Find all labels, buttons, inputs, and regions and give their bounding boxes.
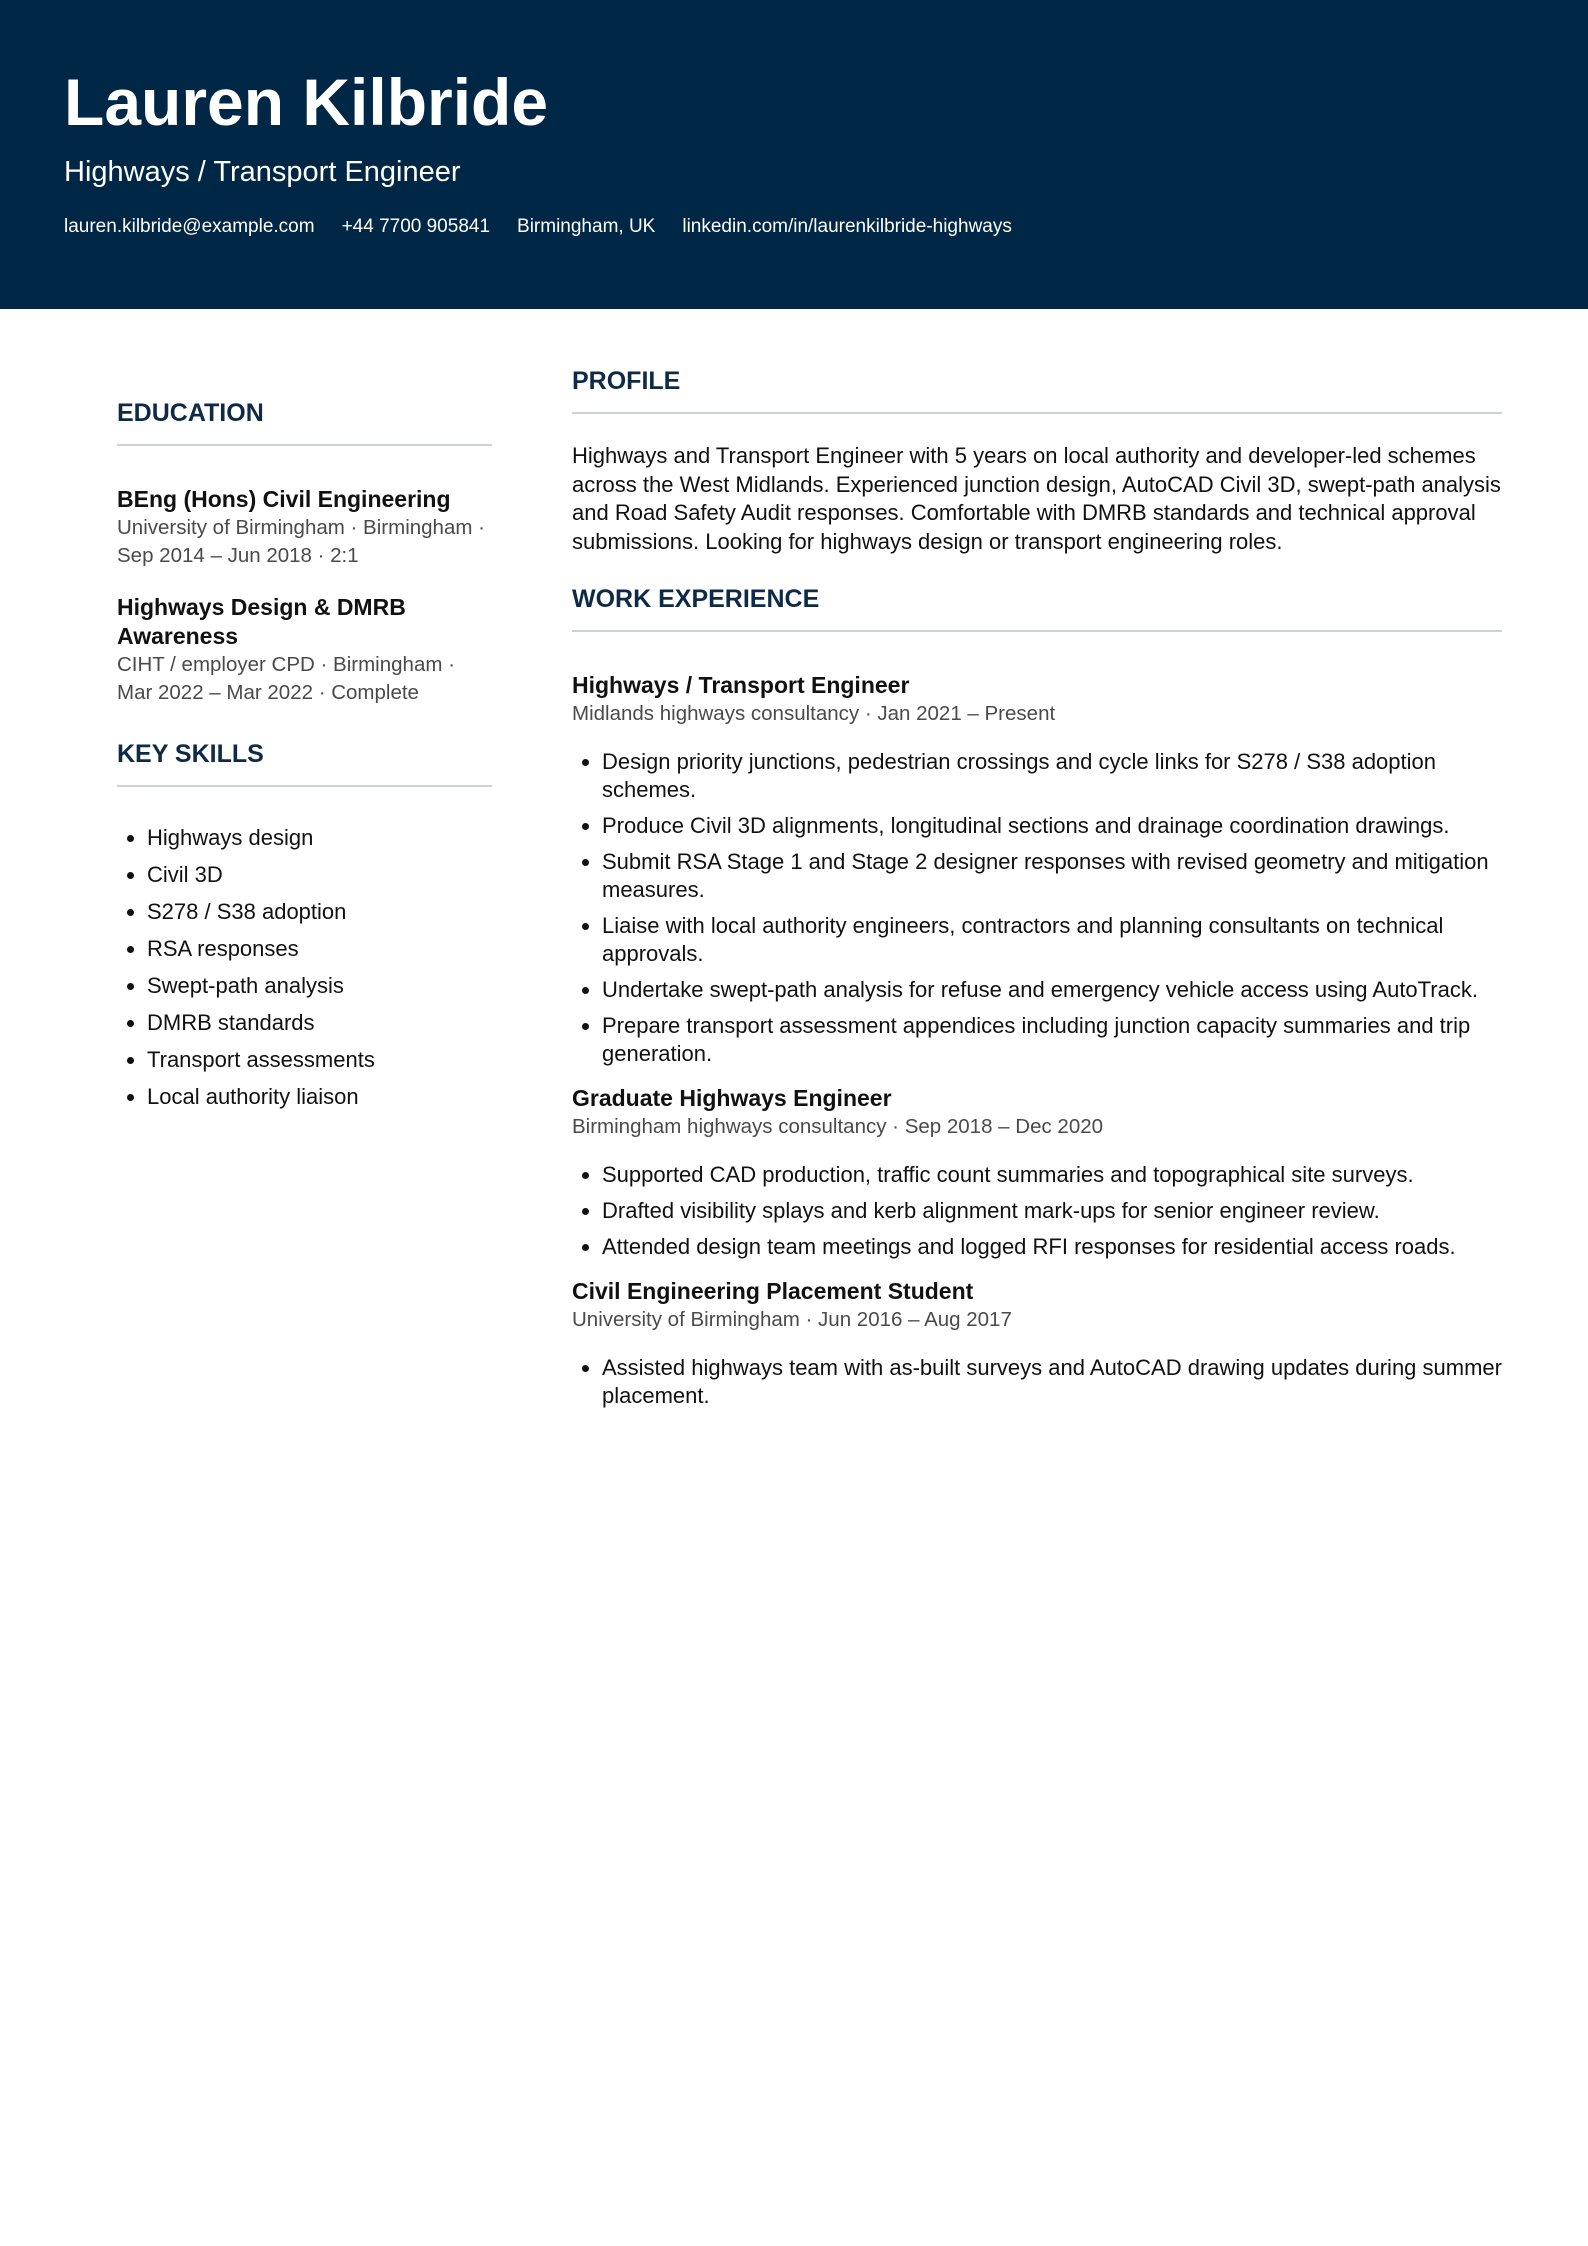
job-bullet: • Undertake swept-path analysis for refuse and emergency vehicle access using AutoTrack. [602, 976, 1502, 1004]
contact-location: Birmingham, UK [517, 216, 656, 237]
education-entry [117, 485, 492, 570]
job-bullet: • Prepare transport assessment appendices including junction capacity summaries and trip generation. [602, 1012, 1502, 1068]
job-title: Civil Engineering Placement Student [572, 1278, 974, 1304]
profile-summary: Highways and Transport Engineer with 5 years on local authority and developer-led schemes across the West Midlands. Experienced junction design, AutoCAD Civil 3D, swept-path analysis and Road Safety Audit responses. Comfortable with DMRB standards and technical approval submissions. Looking for highways design or transport engineering roles. [572, 443, 1501, 554]
education-degree: BEng (Hons) Civil Engineering [117, 486, 451, 512]
job-bullet: • Submit RSA Stage 1 and Stage 2 designer responses with revised geometry and mitigation measures. [602, 848, 1502, 904]
job-bullets [572, 1354, 1502, 1410]
skill-item: • Swept-path analysis [147, 972, 492, 1000]
job-employer-dates: University of Birmingham · Jun 2016 – Aug 2017 [572, 1308, 1012, 1331]
education-details: University of Birmingham · Birmingham · Sep 2014 – Jun 2018 · 2:1 [117, 516, 485, 567]
contact-email[interactable]: lauren.kilbride@example.com [64, 216, 315, 237]
job-bullet: • Attended design team meetings and logged RFI responses for residential access roads. [602, 1233, 1502, 1261]
profile-heading: PROFILE [572, 363, 1502, 414]
education-heading: EDUCATION [117, 395, 492, 446]
job-employer-dates: Birmingham highways consultancy · Sep 2018 – Dec 2020 [572, 1115, 1104, 1138]
contact-linkedin[interactable]: linkedin.com/in/laurenkilbride-highways [682, 216, 1012, 237]
main-column [572, 363, 1502, 1418]
skill-item: • RSA responses [147, 935, 492, 963]
skills-heading: KEY SKILLS [117, 736, 492, 787]
job-entry [572, 671, 1502, 1068]
skill-item: • Transport assessments [147, 1046, 492, 1074]
profile-section [572, 363, 1502, 556]
skills-list [117, 824, 492, 1111]
job-bullets [572, 748, 1502, 1068]
candidate-name: Lauren Kilbride [64, 65, 549, 139]
skill-item: • Local authority liaison [147, 1083, 492, 1111]
job-bullet: • Liaise with local authority engineers, contractors and planning consultants on technical approvals. [602, 912, 1502, 968]
experience-section [572, 581, 1502, 1410]
contact-bar [64, 214, 1039, 240]
skill-item: • Civil 3D [147, 861, 492, 889]
education-details: CIHT / employer CPD · Birmingham · Mar 2022 – Mar 2022 · Complete [117, 653, 455, 704]
skill-item: • S278 / S38 adoption [147, 898, 492, 926]
sidebar [117, 395, 492, 1120]
skills-section [117, 736, 492, 1111]
candidate-role: Highways / Transport Engineer [64, 156, 461, 188]
job-bullet: • Assisted highways team with as-built surveys and AutoCAD drawing updates during summer placement. [602, 1354, 1502, 1410]
skill-item: • DMRB standards [147, 1009, 492, 1037]
experience-heading: WORK EXPERIENCE [572, 581, 1502, 632]
resume-header [0, 0, 1588, 309]
education-section [117, 395, 492, 707]
skill-item: • Highways design [147, 824, 492, 852]
job-entry [572, 1277, 1502, 1410]
job-bullet: • Design priority junctions, pedestrian crossings and cycle links for S278 / S38 adoption schemes. [602, 748, 1502, 804]
job-bullets [572, 1161, 1502, 1261]
education-course: Highways Design & DMRB Awareness [117, 594, 406, 649]
job-employer-dates: Midlands highways consultancy · Jan 2021 – Present [572, 702, 1056, 725]
job-entry [572, 1084, 1502, 1261]
education-entry [117, 593, 492, 707]
job-bullet: • Drafted visibility splays and kerb alignment mark-ups for senior engineer review. [602, 1197, 1502, 1225]
job-title: Highways / Transport Engineer [572, 672, 910, 698]
contact-phone[interactable]: +44 7700 905841 [341, 216, 491, 237]
job-bullet: • Supported CAD production, traffic count summaries and topographical site surveys. [602, 1161, 1502, 1189]
job-bullet: • Produce Civil 3D alignments, longitudinal sections and drainage coordination drawings. [602, 812, 1502, 840]
job-title: Graduate Highways Engineer [572, 1085, 892, 1111]
